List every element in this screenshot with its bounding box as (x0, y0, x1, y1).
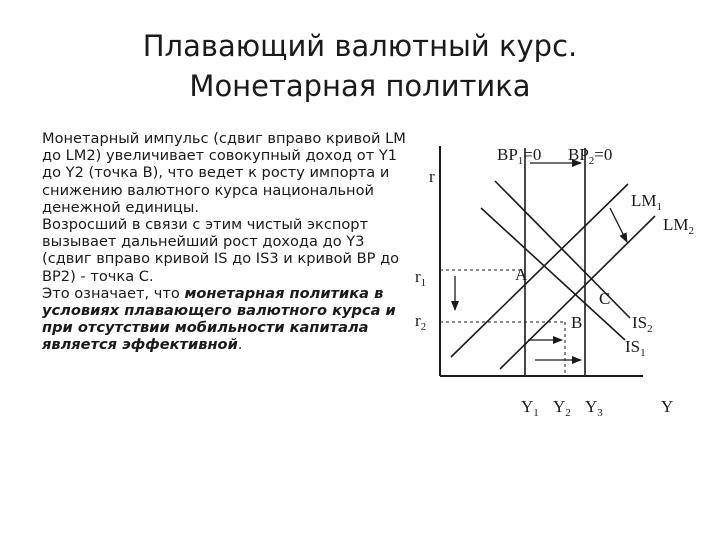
point-b-label: B (571, 313, 583, 332)
y2-label: $Y_2$ (553, 397, 571, 419)
slide-title-line-1: Плавающий валютный курс. (142, 29, 578, 63)
bp2-label: $BP_2=0$ (568, 145, 613, 167)
lm2-label: $LM_2$ (663, 215, 694, 237)
is-lm-bp-diagram (405, 130, 710, 430)
y-axis-label: Y (661, 397, 674, 416)
bp1-label: $BP_1=0$ (497, 145, 542, 167)
lm1-label: $LM_1$ (631, 191, 662, 213)
explanation-text (42, 130, 414, 354)
slide-title-line-2: Монетарная политика (189, 69, 531, 103)
is2-label: $IS_2$ (632, 313, 653, 335)
paragraph-monetary-impulse: Монетарный импульс (сдвиг вправо кривой LM до LM2) увеличивает совокупный доход от Y1 до Y2 (точка B), что ведет к росту импорта и снижению валютного курса национальной денежной единицы. (42, 130, 406, 216)
point-c-label: C (599, 289, 611, 308)
paragraph-net-export: Возросший в связи с этим чистый экспорт вызывает дальнейший рост дохода до Y3 (сдвиг вправо кривой IS до IS3 и кривой BP до BP2) - точка C. (42, 216, 400, 285)
point-a-label: A (515, 265, 528, 284)
slide-title (60, 26, 660, 106)
y1-label: $Y_1$ (521, 397, 539, 419)
is1-label: $IS_1$ (625, 337, 646, 359)
conclusion-emphasis: монетарная политика в условиях плавающего валютного курса и при отсутствии мобильности капитала является эффективной (42, 284, 396, 354)
r-axis-label: r (429, 167, 435, 186)
r2-label: $r_2$ (415, 311, 427, 333)
lm-shift-arrow (610, 208, 627, 242)
conclusion-end: . (237, 336, 243, 354)
is1-curve (481, 208, 625, 340)
paragraph-conclusion (42, 285, 414, 354)
y3-label: $Y_3$ (585, 397, 603, 419)
conclusion-intro: Это означает, что (42, 284, 185, 302)
r1-label: $r_1$ (415, 267, 427, 289)
